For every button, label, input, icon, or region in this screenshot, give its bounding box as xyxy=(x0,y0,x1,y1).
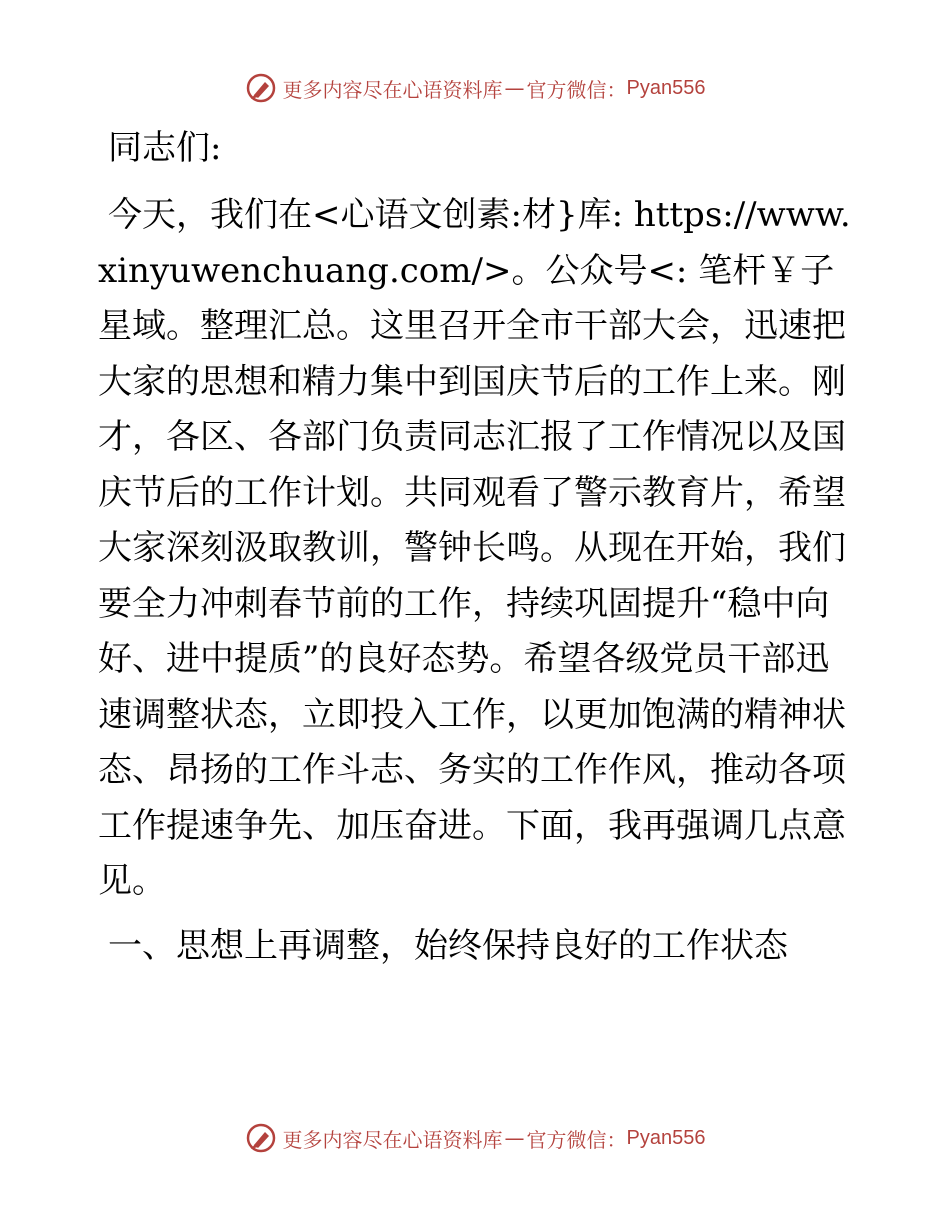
header-watermark-banner xyxy=(0,72,950,104)
banner-separator: — xyxy=(504,1126,525,1150)
greeting: 同志们: xyxy=(108,128,222,168)
section-heading: 一、思想上再调整，始终保持良好的工作状态 xyxy=(108,925,788,966)
pen-logo-icon xyxy=(245,1122,277,1154)
banner-wechat-label: 官方微信： xyxy=(526,77,627,102)
pen-logo-icon xyxy=(245,72,277,104)
body-paragraph: 今天，我们在<心语文创素:材}库: https://www.xinyuwenchuang.com/>。公众号<: 笔杆￥子星域。整理汇总。这里召开全市干部大会，迅速把大家的思想和精力集中到国庆节后的工作上来。刚才，各区、各部门负责同志汇报了工作情况以及国庆节后的工作计划。共同观看了警示教育片，希望大家深刻汲取教训，警钟长鸣。从现在开始，我们要全力冲刺春节前的工作，持续巩固提升“稳中向好、进中提质”的良好态势。希望各级党员干部迅速调整状态，立即投入工作，以更加饱满的精神状态、昂扬的工作斗志、务实的工作作风，推动各项工作提速争先、加压奋进。下面，我再强调几点意见。 xyxy=(98,195,851,901)
footer-watermark-banner xyxy=(0,1122,950,1154)
banner-separator: — xyxy=(504,76,525,100)
banner-wechat-id: Pyan556 xyxy=(626,76,706,99)
banner-text: 更多内容尽在心语资料库 xyxy=(282,77,503,102)
banner-wechat-label: 官方微信： xyxy=(526,1127,627,1152)
document-body xyxy=(98,122,858,972)
banner-wechat-id: Pyan556 xyxy=(626,1126,706,1149)
banner-text: 更多内容尽在心语资料库 xyxy=(282,1127,503,1152)
